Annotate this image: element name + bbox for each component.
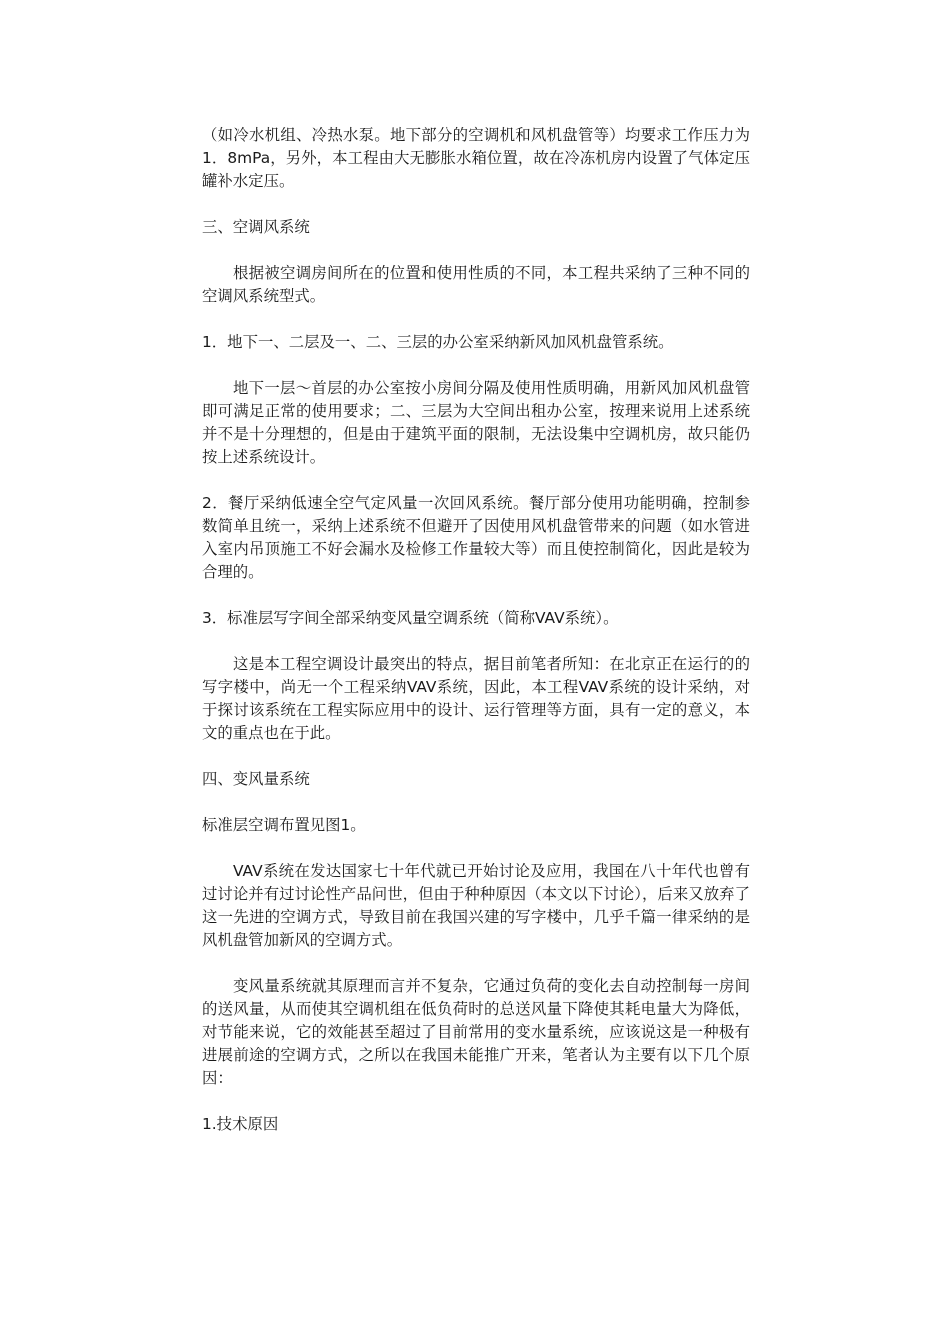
- list-item-3-vav: 3．标准层写字间全部采纳变风量空调系统（简称VAV系统）。: [202, 609, 619, 627]
- paragraph-vav-significance: 这是本工程空调设计最突出的特点，据目前笔者所知：在北京正在运行的的写字楼中，尚无一个工程采纳VAV系统，因此，本工程VAV系统的设计采纳，对于探讨该系统在工程实际应用中的设计、运行管理等方面，具有一定的意义，本文的重点也在于此。: [202, 655, 750, 742]
- list-item-2-restaurant: 2．餐厅采纳低速全空气定风量一次回风系统。餐厅部分使用功能明确，控制参数简单且统一，采纳上述系统不但避开了因使用风机盘管带来的问题（如水管进入室内吊顶施工不好会漏水及检修工作量较大等）而且使控制简化，因此是较为合理的。: [202, 494, 750, 581]
- paragraph-vav-principle: 变风量系统就其原理而言并不复杂，它通过负荷的变化去自动控制每一房间的送风量，从而使其空调机组在低负荷时的总送风量下降使其耗电量大为降低，对节能来说，它的效能甚至超过了目前常用的变水量系统，应该说这是一种极有进展前途的空调方式，之所以在我国未能推广开来，笔者认为主要有以下几个原因：: [202, 977, 750, 1087]
- paragraph-three-system-types: 根据被空调房间所在的位置和使用性质的不同，本工程共采纳了三种不同的空调风系统型式。: [202, 264, 750, 305]
- list-item-1-fan-coil: 1．地下一、二层及一、二、三层的办公室采纳新风加风机盘管系统。: [202, 333, 674, 351]
- section-heading-air-system: 三、空调风系统: [202, 218, 310, 236]
- paragraph-pressure-requirement: （如冷水机组、冷热水泵。地下部分的空调机和风机盘管等）均要求工作压力为1．8mPa，另外，本工程由大无膨胀水箱位置，故在冷冻机房内设置了气体定压罐补水定压。: [202, 126, 750, 190]
- paragraph-vav-history: VAV系统在发达国家七十年代就已开始讨论及应用，我国在八十年代也曾有过讨论并有过讨论性产品问世，但由于种种原因（本文以下讨论），后来又放弃了这一先进的空调方式，导致目前在我国兴建的写字楼中，几乎千篇一律采纳的是风机盘管加新风的空调方式。: [202, 862, 750, 949]
- section-heading-vav: 四、变风量系统: [202, 770, 310, 788]
- subheading-technical-reasons: 1.技术原因: [202, 1115, 279, 1133]
- document-body: [202, 124, 750, 1159]
- paragraph-figure-reference: 标准层空调布置见图1。: [202, 816, 366, 834]
- paragraph-office-description: 地下一层～首层的办公室按小房间分隔及使用性质明确，用新风加风机盘管即可满足正常的使用要求；二、三层为大空间出租办公室，按理来说用上述系统并不是十分理想的，但是由于建筑平面的限制，无法设集中空调机房，故只能仍按上述系统设计。: [202, 379, 750, 466]
